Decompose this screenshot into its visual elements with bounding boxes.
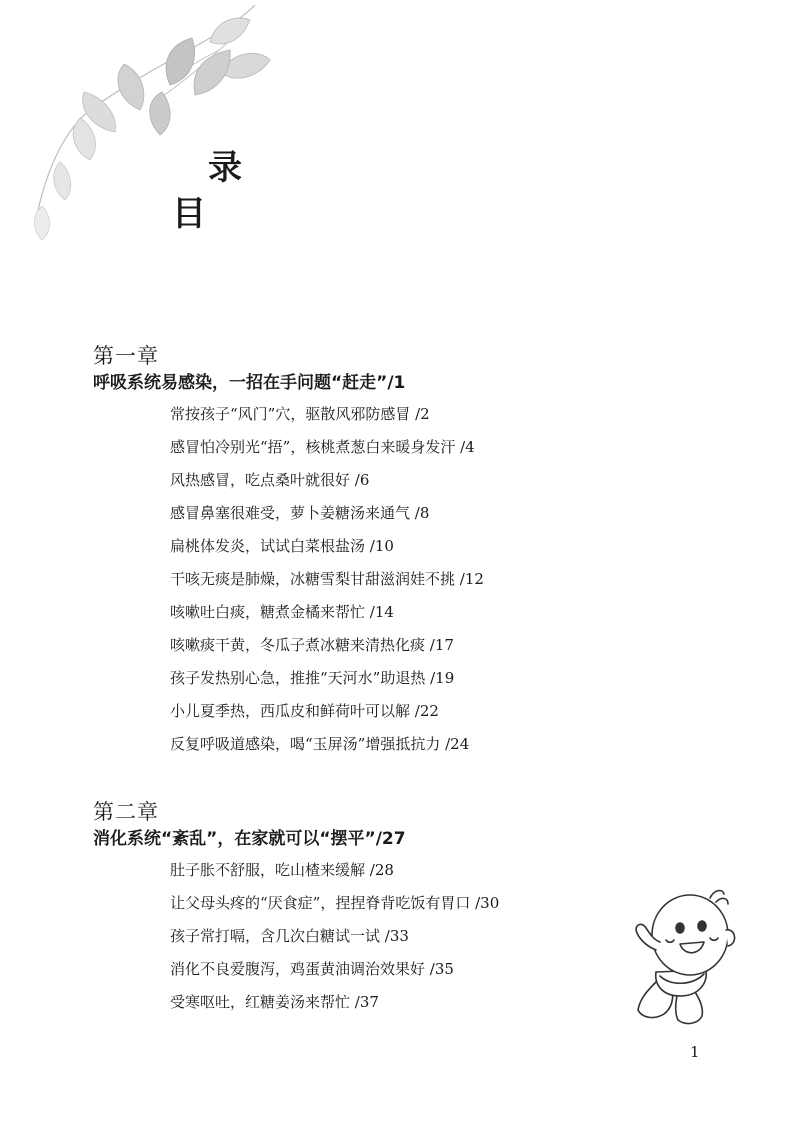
- toc-entry[interactable]: 反复呼吸道感染，喝“玉屏汤”增强抵抗力 /24: [170, 735, 470, 753]
- toc-entry[interactable]: 干咳无痰是肺燥，冰糖雪梨甘甜滋润娃不挑 /12: [170, 570, 484, 588]
- toc-entry[interactable]: 肚子胀不舒服，吃山楂来缓解 /28: [170, 861, 394, 879]
- toc-entry[interactable]: 小儿夏季热，西瓜皮和鲜荷叶可以解 /22: [170, 702, 439, 720]
- chapter-label: 第一章: [93, 344, 159, 368]
- chapter-heading[interactable]: 呼吸系统易感染，一招在手问题“赶走”/1: [93, 373, 406, 393]
- entry-list: [93, 398, 733, 761]
- toc-title-char-lu: 录: [208, 148, 242, 188]
- toc-entry[interactable]: 感冒鼻塞很难受，萝卜姜糖汤来通气 /8: [170, 504, 430, 522]
- toc-entry[interactable]: 感冒怕冷别光“捂”，核桃煮葱白来暖身发汗 /4: [170, 438, 475, 456]
- chapter-heading[interactable]: 消化系统“紊乱”，在家就可以“摆平”/27: [93, 829, 406, 849]
- leaf-branch-icon: [20, 0, 280, 250]
- toc-entry[interactable]: 常按孩子“风门”穴，驱散风邪防感冒 /2: [170, 405, 430, 423]
- toc-title-char-mu: 目: [172, 194, 206, 234]
- toc-entry[interactable]: 孩子常打嗝，含几次白糖试一试 /33: [170, 927, 409, 945]
- toc-entry[interactable]: 风热感冒，吃点桑叶就很好 /6: [170, 471, 370, 489]
- toc-entry[interactable]: 消化不良爱腹泻，鸡蛋黄油调治效果好 /35: [170, 960, 454, 978]
- baby-icon: [628, 880, 758, 1030]
- page-number: 1: [690, 1043, 700, 1061]
- toc-entry[interactable]: 扁桃体发炎，试试白菜根盐汤 /10: [170, 537, 394, 555]
- toc-entry[interactable]: 受寒呕吐，红糖姜汤来帮忙 /37: [170, 993, 379, 1011]
- toc-entry[interactable]: 咳嗽痰干黄，冬瓜子煮冰糖来清热化痰 /17: [170, 636, 454, 654]
- toc-entry[interactable]: 孩子发热别心急，推推“天河水”助退热 /19: [170, 669, 455, 687]
- chapter-label: 第二章: [93, 800, 159, 824]
- chapter-1-section: [93, 342, 733, 761]
- toc-entry[interactable]: 咳嗽吐白痰，糖煮金橘来帮忙 /14: [170, 603, 394, 621]
- toc-entry[interactable]: 让父母头疼的“厌食症”，捏捏脊背吃饭有胃口 /30: [170, 894, 500, 912]
